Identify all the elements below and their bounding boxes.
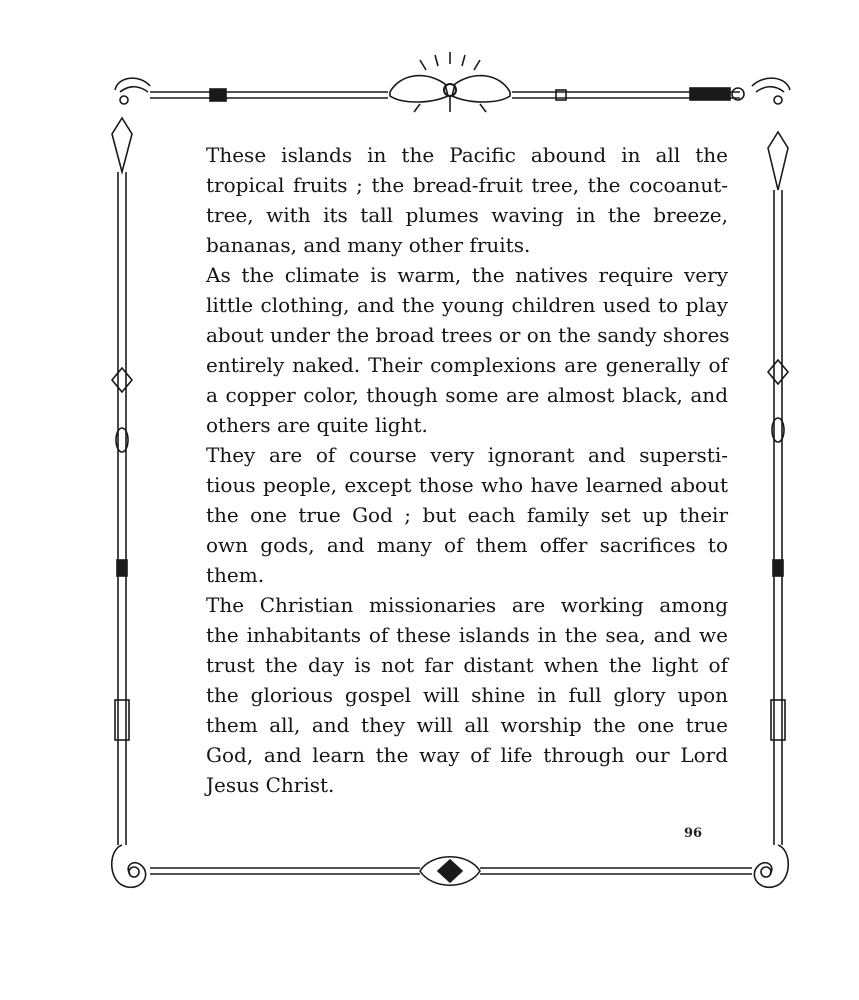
text-line: They are of course very ignorant and supersti- <box>206 443 728 467</box>
text-line: about under the broad trees or on the sandy shores <box>206 323 730 347</box>
text-line: trust the day is not far distant when the light of <box>206 653 728 677</box>
text-line: little clothing, and the young children used to play <box>206 293 728 317</box>
text-line: entirely naked. Their complexions are generally of <box>206 353 728 377</box>
left-border-column <box>112 172 132 845</box>
text-line: These islands in the Pacific abound in all the <box>206 143 728 167</box>
bottom-right-corner-ornament <box>754 845 788 887</box>
text-line: God, and learn the way of life through our Lord <box>206 743 728 767</box>
right-border-column <box>768 190 788 845</box>
text-line: the inhabitants of these islands in the sea, and we <box>206 623 728 647</box>
text-line: As the climate is warm, the natives require very <box>206 263 728 287</box>
top-left-corner-ornament <box>112 78 150 172</box>
text-line: a copper color, though some are almost black, and <box>206 383 728 407</box>
text-line: own gods, and many of them offer sacrifices to <box>206 533 728 557</box>
text-line: them all, and they will all worship the one true <box>206 713 728 737</box>
text-line: tree, with its tall plumes waving in the breeze, <box>206 203 728 227</box>
bottom-left-corner-ornament <box>112 845 146 887</box>
paragraph <box>172 440 728 590</box>
text-line: tropical fruits ; the bread-fruit tree, the cocoanut- <box>206 173 728 197</box>
bottom-border-rule <box>150 857 752 886</box>
page-number: 96 <box>684 826 703 841</box>
text-line: Jesus Christ. <box>206 773 335 797</box>
paragraph <box>172 590 728 800</box>
text-line: others are quite light. <box>206 413 428 437</box>
page-text <box>172 140 728 800</box>
text-line: them. <box>206 563 265 587</box>
text-line: the glorious gospel will shine in full glory upon <box>206 683 728 707</box>
text-line: bananas, and many other fruits. <box>206 233 531 257</box>
paragraph <box>172 260 728 440</box>
text-line: The Christian missionaries are working among <box>206 593 728 617</box>
paragraph <box>172 140 728 260</box>
clasped-hands-ornament <box>390 52 510 112</box>
top-right-corner-ornament <box>752 78 790 190</box>
text-line: the one true God ; but each family set up their <box>206 503 728 527</box>
text-line: tious people, except those who have learned about <box>206 473 728 497</box>
